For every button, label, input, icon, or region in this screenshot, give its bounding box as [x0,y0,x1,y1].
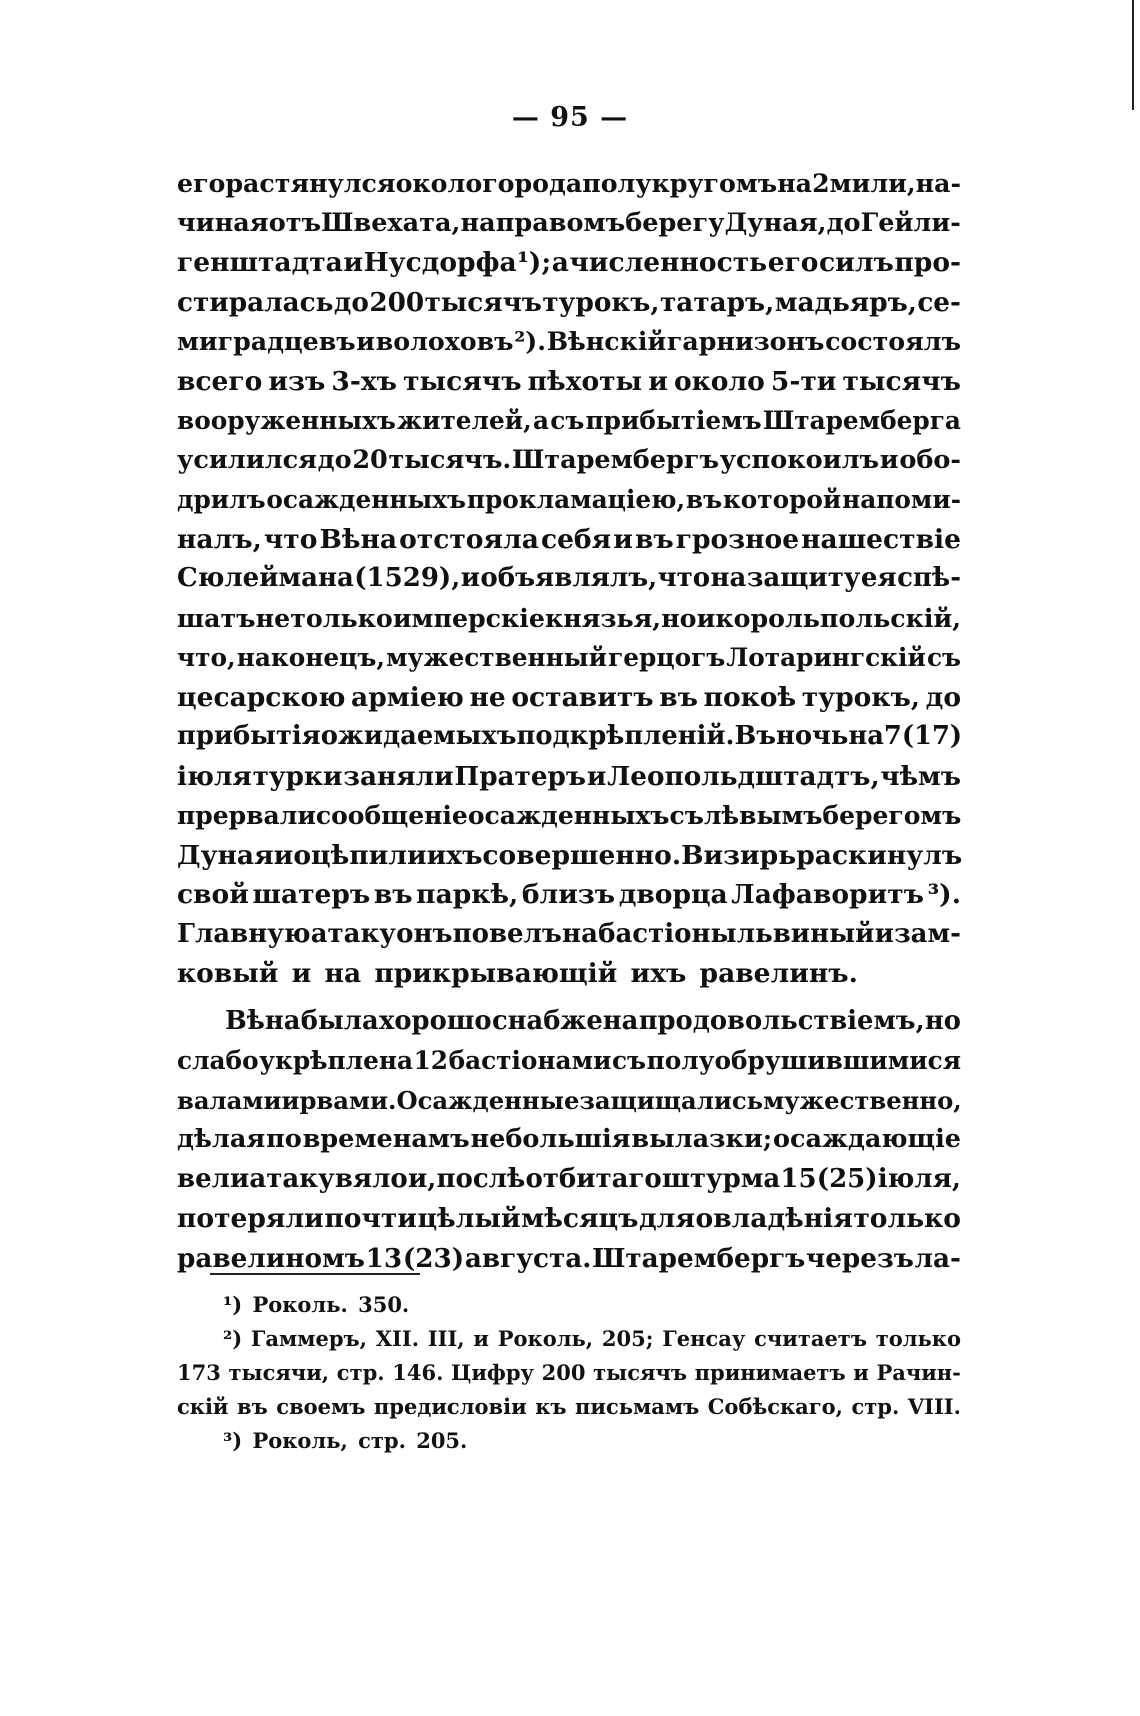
text-line: потеряли почти цѣлый мѣсяцъ для овладѣнія только [177,1203,961,1234]
text-line: прервали сообщеніе осажденныхъ съ лѣвымъ берегомъ [177,801,962,830]
footnotes-block [177,1288,961,1458]
text-line: равелиномъ 13 (23) августа. Штарембергъ черезъ ла- [177,1242,961,1274]
page-number: — 95 — [511,102,629,133]
footnote-line: ¹) Роколь. 350. [223,1292,410,1317]
paragraph-gap [177,994,961,1002]
text-line: генштадта и Нусдорфа ¹); а численность его силъ про- [177,247,961,278]
text-line: стиралась до 200 тысячъ турокъ, татаръ, мадьяръ, се- [177,286,961,318]
text-line: Главную атаку онъ повелъ на бастіоны львиный и зам- [177,918,961,949]
text-line: налъ, что Вѣна отстояла себя и въ грозное нашествіе [177,523,961,555]
text-line: свой шатеръ въ паркѣ, близъ дворца Лафаворитъ ³). [177,879,961,910]
text-line: іюля турки заняли Пратеръ и Леопольдштадтъ, чѣмъ [177,760,961,792]
footnote-line: 173 тысячи, стр. 146. Цифру 200 тысячъ принимаетъ и Рачин- [177,1360,961,1385]
text-line: шатъ не только имперскіе князья, но и король польскій, [177,602,961,633]
text-line: цесарскою арміею не оставитъ въ покоѣ турокъ, до [177,681,961,713]
text-line: дѣлая по временамъ небольшія вылазки; осаждающіе [177,1124,961,1154]
main-text-block [177,164,961,1278]
text-line: Сюлеймана (1529), и объявлялъ, что на защиту ея спѣ- [177,563,961,593]
text-line: его растянулся около города полукругомъ на 2 мили, на- [177,168,961,198]
text-line: Вѣна была хорошо снабжена продовольствіемъ, но [225,1005,961,1036]
footnote-separator [210,1273,420,1275]
text-line: слабо укрѣплена 12 бастіонами съ полуобрушившимися [177,1046,961,1075]
text-line: дрилъ осажденныхъ прокламаціею, въ которой напоми- [177,485,961,514]
footnote-line: скій въ своемъ предисловіи къ письмамъ Собѣскаго, стр. VIII. [177,1394,961,1419]
text-line: миградцевъ и волоховъ ²). Вѣнскій гарнизонъ состоялъ [177,326,961,356]
text-line: что, наконецъ, мужественный герцогъ Лотарингскій съ [177,643,961,672]
text-line: вооруженныхъ жителей, а съ прибытіемъ Штаремберга [177,406,961,435]
footnote-line: ²) Гаммеръ, XII. III, и Роколь, 205; Генсау считаетъ только [223,1326,961,1351]
page-edge-mark [1132,0,1134,110]
text-line: валами и рвами. Осажденные защищались мужественно, [177,1085,962,1115]
text-line: прибытія ожидаемыхъ подкрѣпленій. Въ ночь на 7 (17) [177,721,963,751]
text-line: вели атаку вяло и, послѣ отбитаго штурма 15 (25) іюля, [177,1163,961,1194]
text-line: чиная отъ Швехата, на правомъ берегу Дуная, до Гейли- [177,207,961,238]
text-line: всего изъ 3-хъ тысячъ пѣхоты и около 5-ти тысячъ [177,365,961,397]
text-line: ковый и на прикрывающій ихъ равелинъ. [177,958,858,989]
text-line: усилился до 20 тысячъ. Штарембергъ успокоилъ и обо- [177,444,961,475]
text-line: Дуная и оцѣпили ихъ совершенно. Визирь раскинулъ [177,839,963,871]
footnote-line: ³) Роколь, стр. 205. [223,1428,468,1453]
